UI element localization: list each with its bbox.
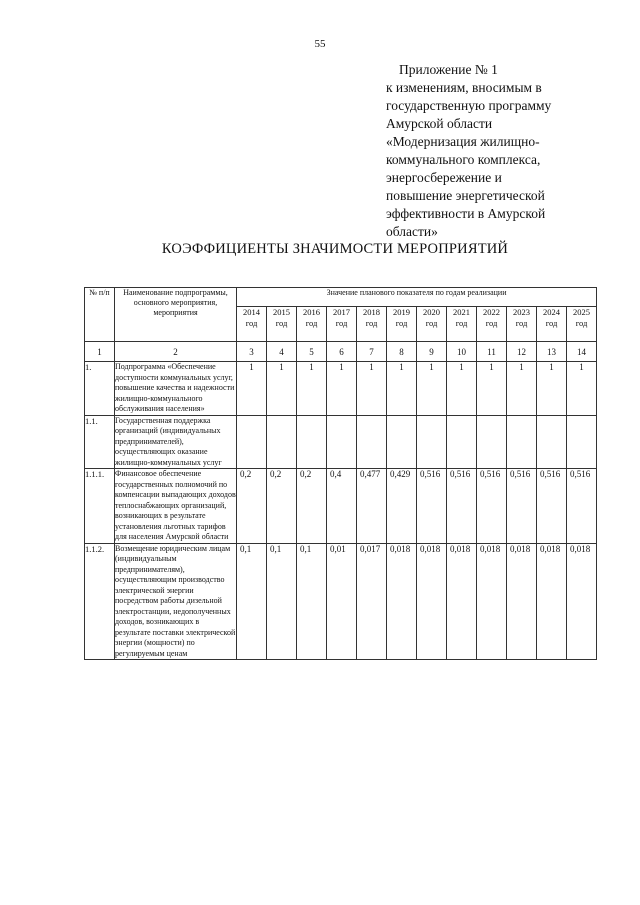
row-value: 1	[237, 362, 267, 416]
appendix-line: энергосбережение и	[386, 170, 502, 185]
appendix-line: эффективности в Амурской	[386, 206, 546, 221]
column-index: 5	[297, 342, 327, 362]
year-value: 2016	[303, 307, 320, 317]
row-name: Финансовое обеспечение государственных полномочий по компенсации выпадающих доходов теплоснабжающих организаций, возникающих в результате установления льготных тарифов для населения Амурской области	[115, 469, 236, 541]
appendix-line: государственную программу	[386, 98, 552, 113]
row-value: 0,018	[417, 543, 447, 660]
row-number: 1.1.	[85, 415, 115, 469]
year-value: 2023	[513, 307, 530, 317]
appendix-line: повышение энергетической	[386, 188, 545, 203]
header-year	[297, 307, 327, 342]
row-value	[297, 415, 327, 469]
year-value: 2017	[333, 307, 350, 317]
column-index: 12	[507, 342, 537, 362]
year-suffix: год	[305, 318, 318, 328]
header-year	[537, 307, 567, 342]
appendix-note	[386, 61, 576, 241]
row-value: 0,516	[477, 469, 507, 544]
header-year	[237, 307, 267, 342]
row-value: 0,1	[267, 543, 297, 660]
appendix-line: коммунального комплекса,	[386, 152, 541, 167]
year-suffix: год	[515, 318, 528, 328]
year-value: 2020	[423, 307, 440, 317]
appendix-line: к изменениям, вносимым в	[386, 80, 542, 95]
year-value: 2018	[363, 307, 380, 317]
row-value: 0,477	[357, 469, 387, 544]
year-value: 2025	[573, 307, 591, 317]
row-value: 1	[417, 362, 447, 416]
row-number: 1.1.2.	[85, 543, 115, 660]
table-row	[85, 543, 597, 660]
header-year	[477, 307, 507, 342]
table-row	[85, 362, 597, 416]
row-value: 0,429	[387, 469, 417, 544]
year-value: 2022	[483, 307, 500, 317]
header-name: Наименование подпрограммы, основного мероприятия, мероприятия	[115, 288, 237, 342]
page-number: 55	[314, 38, 326, 50]
row-value	[237, 415, 267, 469]
row-number: 1.	[85, 362, 115, 416]
table-row	[85, 469, 597, 544]
row-value: 0,2	[297, 469, 327, 544]
header-year	[447, 307, 477, 342]
row-value: 0,2	[267, 469, 297, 544]
row-value: 1	[477, 362, 507, 416]
row-value: 1	[507, 362, 537, 416]
row-name: Государственная поддержка организаций (индивидуальных предпринимателей), осуществляющих оказание жилищно-коммунальных услуг	[115, 415, 237, 469]
row-value: 0,516	[567, 469, 597, 544]
appendix-line: Амурской области	[386, 116, 493, 131]
column-index-row	[85, 342, 597, 362]
row-value: 0,018	[507, 543, 537, 660]
row-value: 1	[447, 362, 477, 416]
year-suffix: год	[335, 318, 348, 328]
year-suffix: год	[575, 318, 588, 328]
row-value: 1	[327, 362, 357, 416]
column-index: 11	[477, 342, 507, 362]
row-value: 1	[537, 362, 567, 416]
document-title: КОЭФФИЦИЕНТЫ ЗНАЧИМОСТИ МЕРОПРИЯТИЙ	[161, 241, 509, 257]
appendix-line: Приложение № 1	[399, 62, 498, 77]
row-value	[327, 415, 357, 469]
year-value: 2024	[543, 307, 560, 317]
row-value: 0,2	[237, 469, 267, 544]
column-index: 7	[357, 342, 387, 362]
row-value: 1	[357, 362, 387, 416]
row-value: 0,017	[357, 543, 387, 660]
header-year	[507, 307, 537, 342]
row-value: 0,516	[507, 469, 537, 544]
row-value	[357, 415, 387, 469]
column-index: 10	[447, 342, 477, 362]
row-value: 0,018	[567, 543, 597, 660]
row-value: 1	[387, 362, 417, 416]
row-value	[567, 415, 597, 469]
row-value: 1	[567, 362, 597, 416]
year-suffix: год	[395, 318, 408, 328]
row-value	[417, 415, 447, 469]
appendix-line: области»	[386, 224, 438, 239]
row-value	[267, 415, 297, 469]
header-values-by-year: Значение планового показателя по годам реализации	[237, 288, 597, 307]
column-index: 14	[567, 342, 597, 362]
header-number: № п/п	[85, 288, 115, 342]
column-index: 3	[237, 342, 267, 362]
row-number: 1.1.1.	[85, 469, 115, 544]
row-value	[477, 415, 507, 469]
row-value: 1	[297, 362, 327, 416]
year-suffix: год	[545, 318, 558, 328]
column-index: 6	[327, 342, 357, 362]
year-suffix: год	[365, 318, 378, 328]
row-value: 0,516	[447, 469, 477, 544]
year-suffix: год	[425, 318, 438, 328]
row-value: 1	[267, 362, 297, 416]
row-value: 0,4	[327, 469, 357, 544]
year-suffix: год	[275, 318, 288, 328]
column-index: 2	[115, 342, 237, 362]
header-year	[387, 307, 417, 342]
row-value	[537, 415, 567, 469]
row-value: 0,01	[327, 543, 357, 660]
appendix-line: «Модернизация жилищно-	[386, 134, 540, 149]
column-index: 4	[267, 342, 297, 362]
header-year	[327, 307, 357, 342]
year-value: 2015	[273, 307, 290, 317]
header-year	[357, 307, 387, 342]
year-suffix: год	[485, 318, 498, 328]
year-suffix: год	[455, 318, 468, 328]
row-value: 0,018	[387, 543, 417, 660]
row-value: 0,018	[477, 543, 507, 660]
row-value: 0,1	[297, 543, 327, 660]
row-name: Подпрограмма «Обеспечение доступности коммунальных услуг, повышение качества и надежности жилищно-коммунального обслуживания населения»	[115, 362, 237, 416]
column-index: 8	[387, 342, 417, 362]
year-value: 2019	[393, 307, 410, 317]
row-value: 0,018	[537, 543, 567, 660]
row-value: 0,018	[447, 543, 477, 660]
column-index: 9	[417, 342, 447, 362]
row-value: 0,516	[537, 469, 567, 544]
table-row	[85, 415, 597, 469]
row-value: 0,1	[237, 543, 267, 660]
header-year	[267, 307, 297, 342]
header-year	[567, 307, 597, 342]
year-value: 2014	[243, 307, 260, 317]
row-value	[447, 415, 477, 469]
row-value: 0,516	[417, 469, 447, 544]
coefficients-table	[84, 287, 597, 660]
row-name: Возмещение юридическим лицам (индивидуальным предпринимателям), осуществляющим производство электрической энергии посредством работы дизельной электростанции, недополученных доходов, возникающих в результате поставки электрической энергии (мощности) по регулируемым ценам	[115, 543, 236, 658]
year-value: 2021	[453, 307, 470, 317]
column-index: 13	[537, 342, 567, 362]
row-value	[507, 415, 537, 469]
row-value	[387, 415, 417, 469]
column-index: 1	[85, 342, 115, 362]
year-suffix: год	[245, 318, 258, 328]
header-year	[417, 307, 447, 342]
